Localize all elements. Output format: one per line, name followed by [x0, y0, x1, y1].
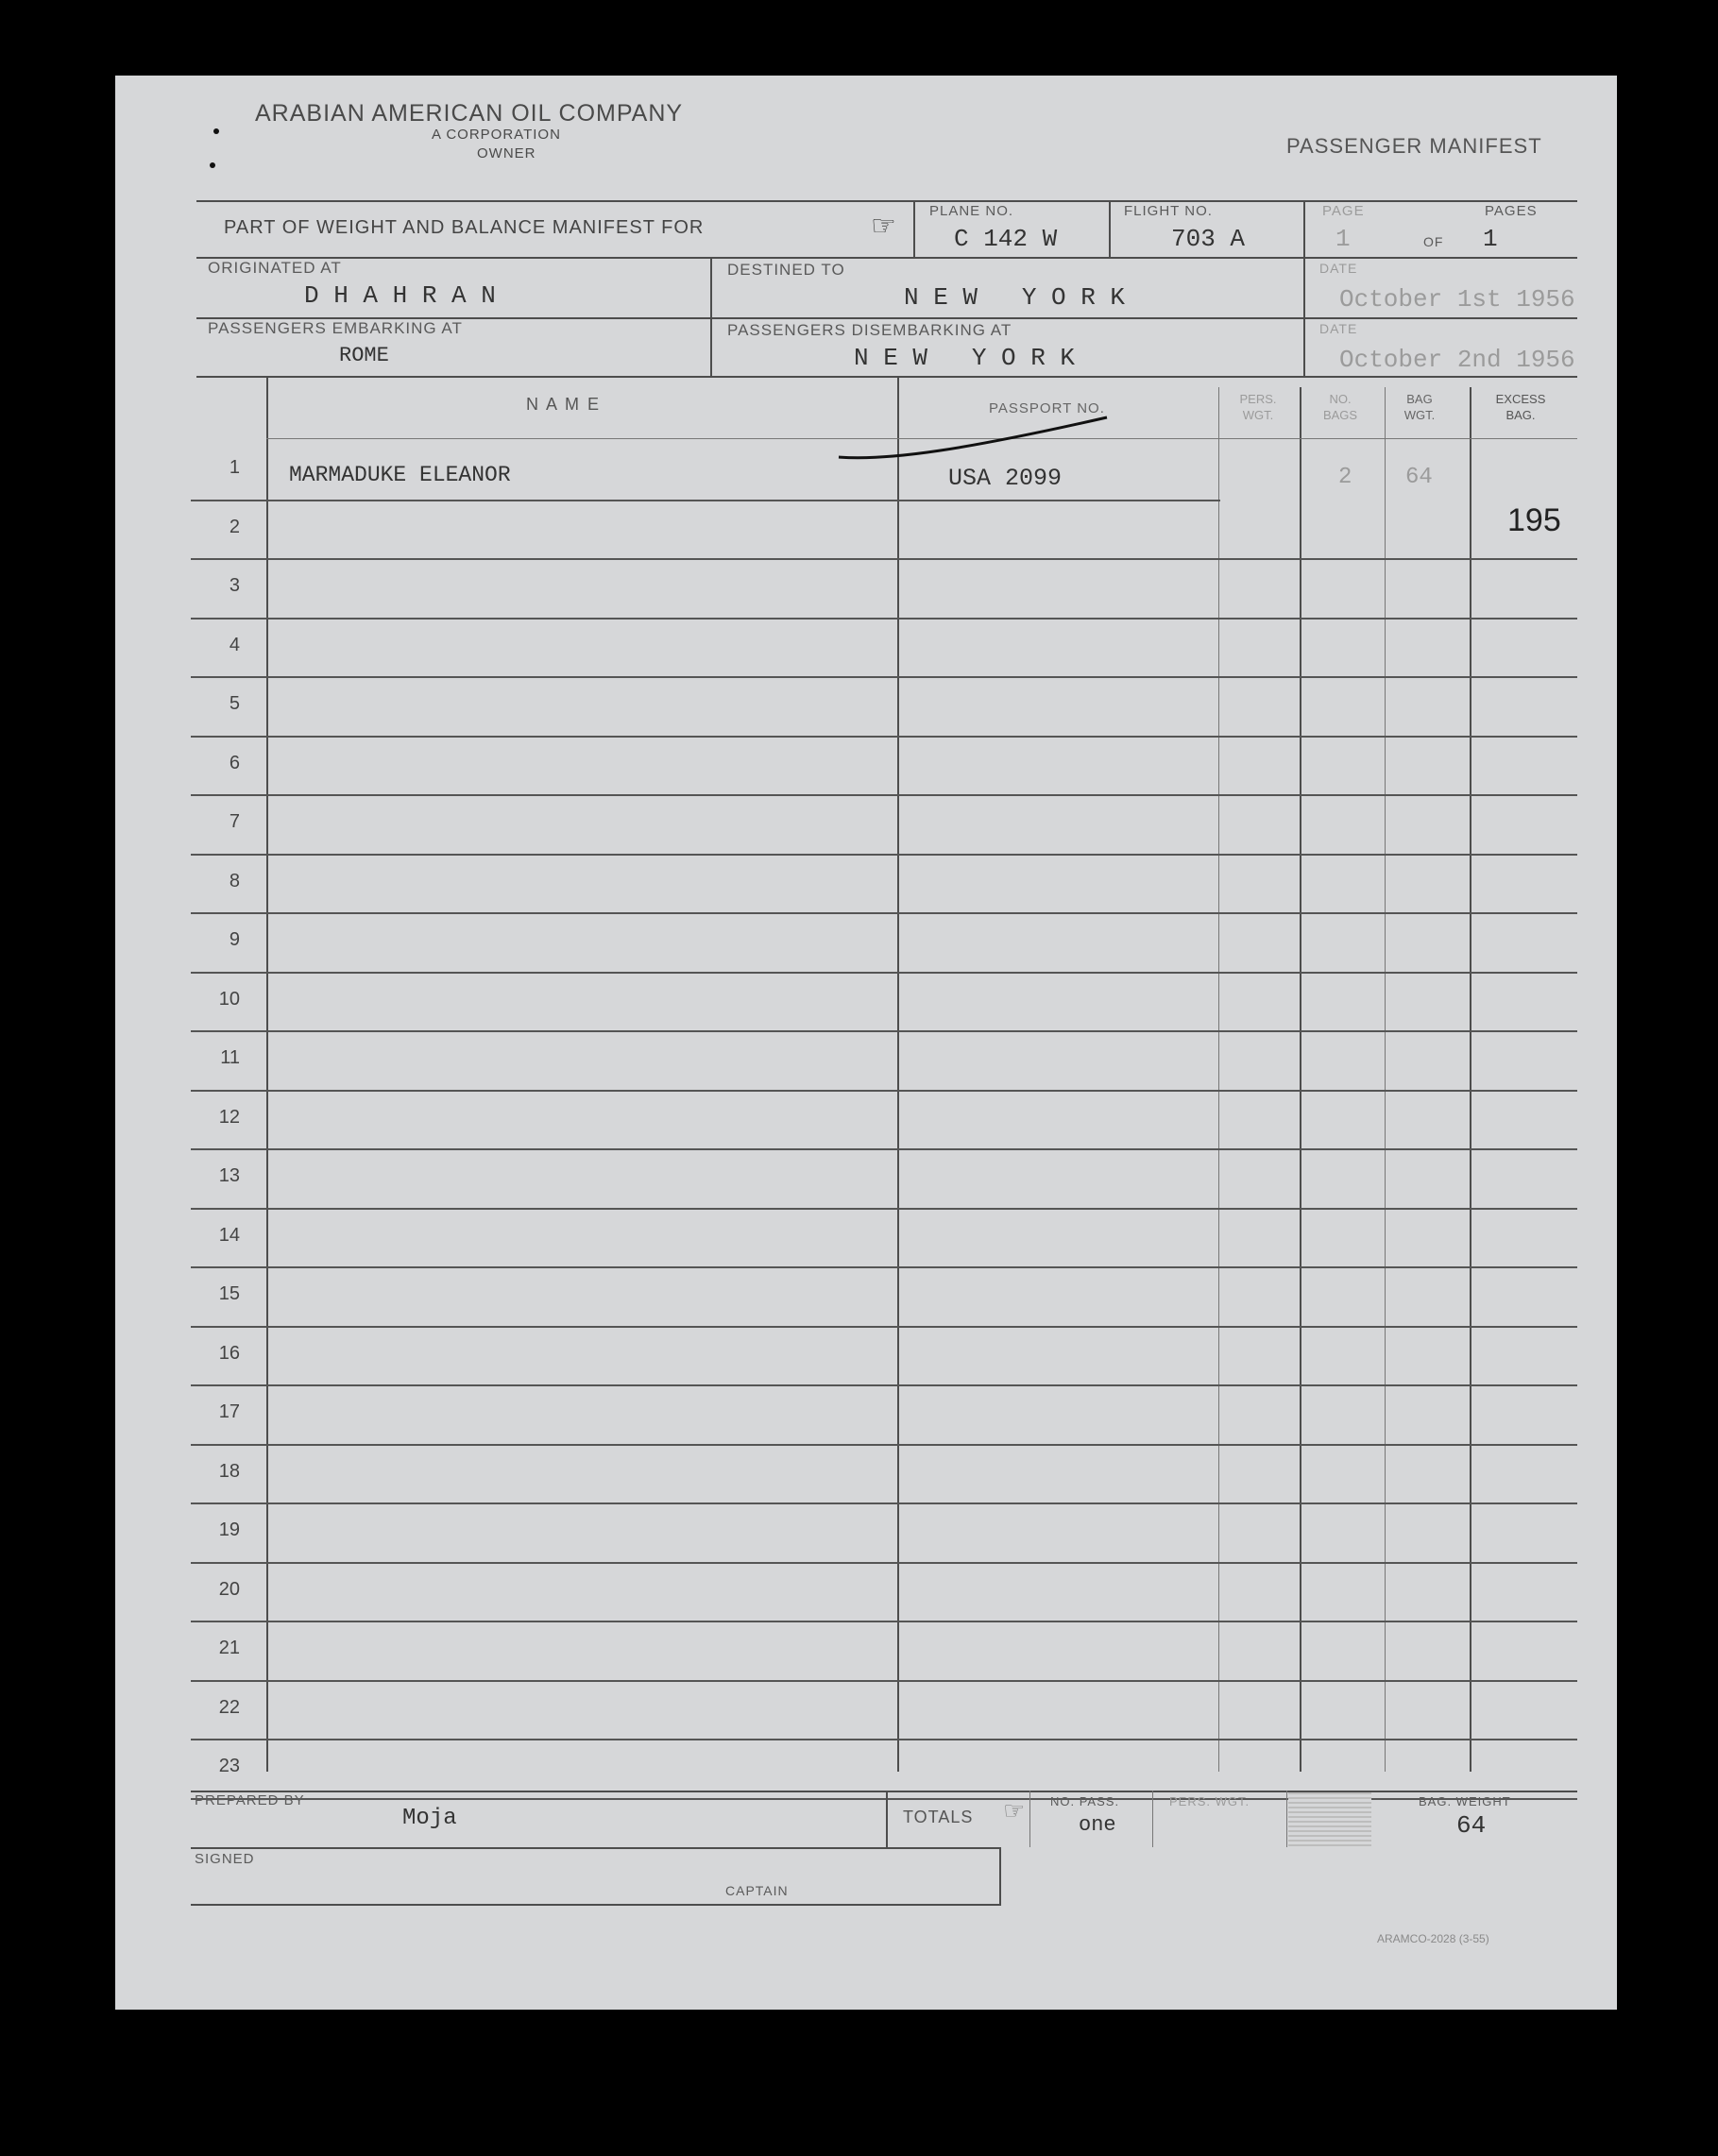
no-pass-value: one: [1079, 1813, 1116, 1837]
captain-label: CAPTAIN: [725, 1883, 789, 1898]
originated-label: ORIGINATED AT: [208, 259, 342, 277]
plane-no-label: PLANE NO.: [929, 203, 1014, 219]
table-divider: [1300, 387, 1301, 1772]
pen-stroke: [833, 412, 1116, 468]
column-header-pers-wgt: PERS. WGT.: [1239, 392, 1277, 422]
pages-value: 1: [1483, 225, 1498, 253]
originated-value: D H A H R A N: [304, 281, 496, 310]
row-number: 13: [218, 1165, 240, 1186]
plane-no-value: C 142 W: [954, 225, 1058, 253]
row-number: 8: [229, 870, 240, 891]
row-number: 18: [218, 1460, 240, 1482]
footer-divider: [1286, 1791, 1287, 1847]
footer-divider: [1152, 1791, 1153, 1847]
bag-weight-value: 64: [1456, 1811, 1487, 1840]
hand-pointer-icon: ☞: [1003, 1796, 1026, 1825]
row-number: 10: [218, 988, 240, 1010]
row-rule: [191, 500, 1220, 501]
page-label: PAGE: [1322, 203, 1365, 219]
date1-label: DATE: [1319, 261, 1358, 276]
page-value: 1: [1335, 225, 1351, 253]
row-rule: [191, 1621, 1577, 1622]
date1-value: October 1st 1956: [1339, 285, 1575, 314]
row-rule: [191, 736, 1577, 738]
destined-value: N E W Y O R K: [904, 283, 1126, 312]
disembark-value: N E W Y O R K: [854, 344, 1076, 372]
disembark-label: PASSENGERS DISEMBARKING AT: [727, 321, 1012, 339]
column-header-excess-bag: EXCESS BAG.: [1495, 392, 1546, 422]
hand-pointer-icon: ☞: [871, 211, 896, 242]
passenger-name: MARMADUKE ELEANOR: [289, 463, 511, 487]
row-number: 16: [218, 1342, 240, 1364]
row-rule: [191, 1208, 1577, 1210]
manifest-paper: [115, 76, 1617, 2010]
row-number: 1: [229, 457, 240, 478]
no-pass-label: NO. PASS.: [1050, 1794, 1120, 1808]
totals-label: TOTALS: [903, 1808, 974, 1826]
row-number: 17: [218, 1401, 240, 1422]
row-rule: [191, 1266, 1577, 1268]
document-title: PASSENGER MANIFEST: [1286, 134, 1542, 158]
table-divider: [1470, 387, 1471, 1772]
row-number: 23: [218, 1756, 240, 1776]
company-line2: A CORPORATION: [432, 127, 561, 143]
date2-label: DATE: [1319, 321, 1358, 336]
row-rule: [191, 618, 1577, 620]
row-number: 12: [218, 1106, 240, 1128]
weight-balance-label: PART OF WEIGHT AND BALANCE MANIFEST FOR: [224, 217, 705, 238]
footer-divider: [1029, 1791, 1030, 1847]
row-rule: [191, 1030, 1577, 1032]
shaded-box: [1288, 1792, 1371, 1847]
punch-mark: [213, 128, 219, 134]
form-code: ARAMCO-2028 (3-55): [1377, 1932, 1489, 1945]
embark-value: ROME: [339, 344, 389, 367]
row-number: 3: [229, 575, 240, 596]
table-divider: [1218, 387, 1219, 1772]
embark-label: PASSENGERS EMBARKING AT: [208, 319, 463, 337]
destined-label: DESTINED TO: [727, 261, 845, 279]
row-rule: [191, 1384, 1577, 1386]
header-rule: [196, 257, 1577, 259]
table-divider: [1385, 387, 1386, 1772]
row-rule: [191, 1739, 1577, 1740]
passenger-passport: USA 2099: [948, 465, 1063, 492]
row-rule: [191, 794, 1577, 796]
row-rule: [191, 854, 1577, 856]
row-number: 4: [229, 634, 240, 655]
prepared-by-value: Moja: [402, 1806, 457, 1831]
row-number: 9: [229, 929, 240, 950]
column-header-no-bags: NO. BAGS: [1322, 392, 1358, 422]
row-number: 22: [218, 1696, 240, 1718]
punch-mark: [210, 162, 215, 168]
row-number: 20: [218, 1578, 240, 1600]
pages-label: PAGES: [1485, 203, 1538, 219]
pers-wgt-label: PERS. WGT.: [1169, 1794, 1250, 1808]
row-number: 6: [229, 752, 240, 773]
of-label: OF: [1423, 234, 1444, 249]
footer-rule: [191, 1847, 1001, 1849]
row-number: 21: [218, 1638, 240, 1658]
row-rule: [191, 1680, 1577, 1682]
row-rule: [191, 972, 1577, 974]
company-line3: OWNER: [477, 145, 536, 161]
passenger-bags: 2: [1338, 465, 1352, 490]
row-rule: [191, 1502, 1577, 1504]
header-divider: [1109, 200, 1111, 257]
column-header-bag-wgt: BAG WGT.: [1403, 392, 1436, 422]
row-number: 5: [229, 693, 240, 714]
row-rule: [191, 1444, 1577, 1446]
prepared-by-label: PREPARED BY: [195, 1792, 305, 1808]
flight-no-label: FLIGHT NO.: [1124, 203, 1213, 219]
flight-no-value: 703 A: [1171, 225, 1246, 253]
bag-weight-label: BAG. WEIGHT: [1419, 1794, 1511, 1808]
company-name: ARABIAN AMERICAN OIL COMPANY: [255, 100, 684, 127]
row-number: 15: [218, 1283, 240, 1304]
row-number: 19: [218, 1519, 240, 1540]
footer-divider: [999, 1847, 1001, 1906]
row-rule: [191, 1148, 1577, 1150]
date2-value: October 2nd 1956: [1339, 346, 1575, 374]
row-rule: [191, 1090, 1577, 1092]
row-rule: [191, 676, 1577, 678]
row-number: 2: [229, 516, 240, 537]
row-rule: [191, 912, 1577, 914]
header-divider: [710, 257, 712, 376]
row-number: 11: [220, 1047, 240, 1068]
row-rule: [191, 1326, 1577, 1328]
row-rule: [191, 558, 1577, 560]
signature-rule: [191, 1904, 1001, 1906]
signed-label: SIGNED: [195, 1851, 255, 1867]
footer-divider: [886, 1791, 888, 1847]
header-divider: [1303, 200, 1305, 376]
passenger-bag-wgt: 64: [1405, 465, 1433, 490]
header-rule: [196, 376, 1577, 378]
header-divider: [913, 200, 915, 257]
column-header-name: N A M E: [526, 395, 602, 414]
row-rule: [191, 1562, 1577, 1564]
row-number: 7: [229, 811, 240, 832]
column-header-passport: PASSPORT NO.: [989, 400, 1105, 416]
row-number: 14: [218, 1224, 240, 1246]
excess-note: 195: [1507, 502, 1561, 538]
header-top-rule: [196, 200, 1577, 202]
